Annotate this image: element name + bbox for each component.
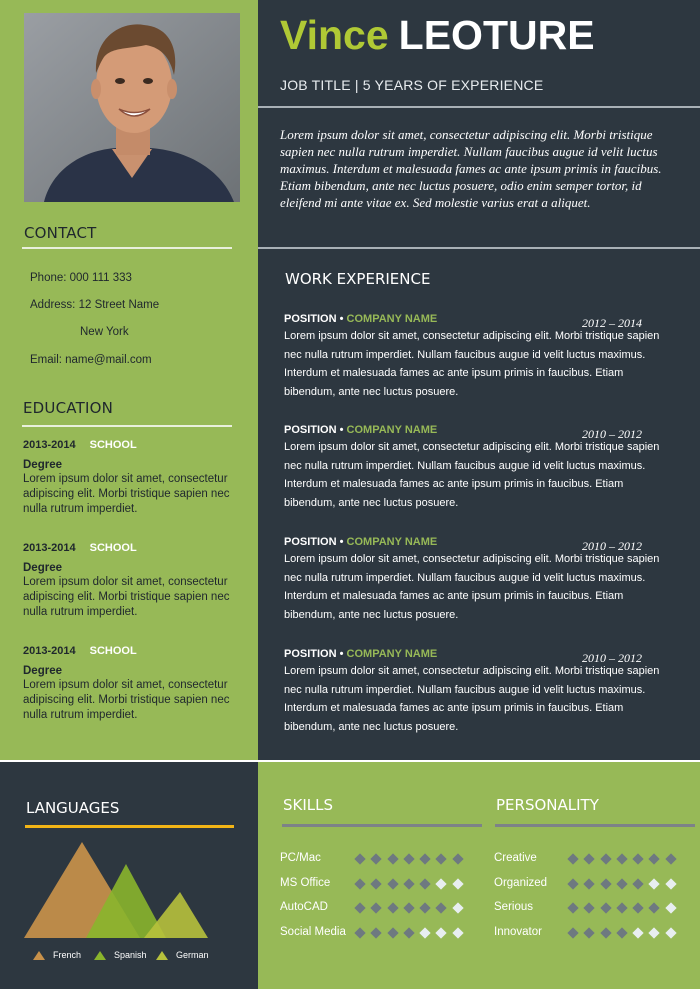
rating-diamond-icon <box>436 878 447 889</box>
contact-city: New York <box>80 326 129 338</box>
legend-label: Spanish <box>114 950 147 960</box>
rating-diamond-icon <box>665 902 676 913</box>
contact-email[interactable]: Email: name@mail.com <box>30 354 152 366</box>
rating-diamond-icon <box>600 902 611 913</box>
legend-french <box>33 950 81 960</box>
education-school: SCHOOL <box>89 542 137 554</box>
education-description: Lorem ipsum dolor sit amet, consectetur adipiscing elit. Morbi tristique sapien nec nulla rutrum imperdiet. <box>23 679 230 721</box>
last-name: LEOTURE <box>398 12 595 58</box>
rating-diamond-icon <box>420 927 431 938</box>
profile-photo <box>24 13 240 202</box>
contact-phone: Phone: 000 111 333 <box>30 272 132 284</box>
work-entry <box>284 424 664 512</box>
rating-diamond-icon <box>354 878 365 889</box>
skills-panel <box>258 760 700 989</box>
triangle-icon <box>156 951 168 960</box>
rating-diamond-icon <box>649 878 660 889</box>
bullet: • <box>339 313 344 325</box>
rating-diamond-icon <box>420 902 431 913</box>
skills-label: AutoCAD <box>280 901 328 913</box>
rating-diamond-icon <box>371 878 382 889</box>
rating-diamond-icon <box>354 927 365 938</box>
rating-diamond-icon <box>420 878 431 889</box>
personality-rating <box>569 904 683 912</box>
intro-divider <box>258 247 700 249</box>
skills-label: MS Office <box>280 876 331 889</box>
education-degree: Degree <box>23 459 62 471</box>
education-school: SCHOOL <box>89 645 137 657</box>
languages-title: LANGUAGES <box>26 799 120 817</box>
education-years: 2013-2014 <box>23 645 76 657</box>
job-description: Lorem ipsum dolor sit amet, consectetur adipiscing elit. Morbi tristique sapien nec nulla rutrum imperdiet. Nullam faucibus augue id velit luctus maximus. Interdum et malesuada fames ac ante ipsum primis in faucibus. Etiam bibendum, ante nec luctus posuere. <box>284 553 660 621</box>
rating-diamond-icon <box>616 878 627 889</box>
job-dates: 2010 – 2012 <box>582 651 642 665</box>
rating-diamond-icon <box>584 853 595 864</box>
rating-diamond-icon <box>436 853 447 864</box>
education-degree: Degree <box>23 665 62 677</box>
work-entry <box>284 648 664 736</box>
job-position: POSITION <box>284 313 337 325</box>
job-dates: 2010 – 2012 <box>582 427 642 441</box>
rating-diamond-icon <box>354 853 365 864</box>
job-dates: 2012 – 2014 <box>582 316 642 330</box>
personality-rating <box>569 855 683 863</box>
personality-divider <box>495 824 695 827</box>
rating-diamond-icon <box>371 902 382 913</box>
rating-diamond-icon <box>665 853 676 864</box>
rating-diamond-icon <box>600 853 611 864</box>
languages-chart <box>20 838 220 944</box>
rating-diamond-icon <box>649 902 660 913</box>
legend-spanish <box>94 950 147 960</box>
rating-diamond-icon <box>387 853 398 864</box>
education-degree: Degree <box>23 562 62 574</box>
personality-label: Organized <box>494 876 548 889</box>
bullet: • <box>339 648 344 660</box>
bullet: • <box>339 536 344 548</box>
rating-diamond-icon <box>403 853 414 864</box>
rating-diamond-icon <box>649 927 660 938</box>
rating-diamond-icon <box>403 878 414 889</box>
rating-diamond-icon <box>452 853 463 864</box>
skills-rating <box>356 880 470 888</box>
work-entry <box>284 313 664 401</box>
rating-diamond-icon <box>371 853 382 864</box>
rating-diamond-icon <box>584 878 595 889</box>
personality-label: Innovator <box>494 925 542 938</box>
german-triangle <box>144 892 208 938</box>
education-entry <box>23 439 248 517</box>
job-dates: 2010 – 2012 <box>582 539 642 553</box>
job-description: Lorem ipsum dolor sit amet, consectetur adipiscing elit. Morbi tristique sapien nec nulla rutrum imperdiet. Nullam faucibus augue id velit luctus maximus. Interdum et malesuada fames ac ante ipsum primis in faucibus. Etiam bibendum, ante nec luctus posuere. <box>284 330 660 398</box>
rating-diamond-icon <box>436 902 447 913</box>
rating-diamond-icon <box>584 927 595 938</box>
rating-diamond-icon <box>616 927 627 938</box>
personality-title: PERSONALITY <box>496 796 599 814</box>
skills-label: Social Media <box>280 925 346 938</box>
rating-diamond-icon <box>567 902 578 913</box>
rating-diamond-icon <box>633 878 644 889</box>
legend-label: German <box>176 950 209 960</box>
education-description: Lorem ipsum dolor sit amet, consectetur adipiscing elit. Morbi tristique sapien nec nulla rutrum imperdiet. <box>23 576 230 618</box>
job-position: POSITION <box>284 536 337 548</box>
languages-divider <box>25 825 234 828</box>
skills-rating <box>356 855 470 863</box>
triangle-icon <box>33 951 45 960</box>
rating-diamond-icon <box>616 853 627 864</box>
personality-label: Creative <box>494 852 537 864</box>
rating-diamond-icon <box>633 927 644 938</box>
personality-label: Serious <box>494 901 533 913</box>
rating-diamond-icon <box>633 853 644 864</box>
work-entry <box>284 536 664 624</box>
skills-title: SKILLS <box>283 796 334 814</box>
company-name: COMPANY NAME <box>346 536 438 548</box>
rating-diamond-icon <box>665 878 676 889</box>
skills-label: PC/Mac <box>280 852 321 864</box>
rating-diamond-icon <box>649 853 660 864</box>
education-title: EDUCATION <box>23 399 113 417</box>
rating-diamond-icon <box>665 927 676 938</box>
job-description: Lorem ipsum dolor sit amet, consectetur adipiscing elit. Morbi tristique sapien nec nulla rutrum imperdiet. Nullam faucibus augue id velit luctus maximus. Interdum et malesuada fames ac ante ipsum primis in faucibus. Etiam bibendum, ante nec luctus posuere. <box>284 441 660 509</box>
skills-divider <box>282 824 482 827</box>
rating-diamond-icon <box>633 902 644 913</box>
education-divider <box>22 425 232 427</box>
rating-diamond-icon <box>567 853 578 864</box>
bullet: • <box>339 424 344 436</box>
rating-diamond-icon <box>452 927 463 938</box>
rating-diamond-icon <box>452 902 463 913</box>
rating-diamond-icon <box>600 927 611 938</box>
rating-diamond-icon <box>616 902 627 913</box>
portrait-image <box>24 13 240 202</box>
rating-diamond-icon <box>387 927 398 938</box>
rating-diamond-icon <box>567 878 578 889</box>
rating-diamond-icon <box>371 927 382 938</box>
education-description: Lorem ipsum dolor sit amet, consectetur adipiscing elit. Morbi tristique sapien nec nulla rutrum imperdiet. <box>23 473 230 515</box>
triangle-icon <box>94 951 106 960</box>
job-description: Lorem ipsum dolor sit amet, consectetur adipiscing elit. Morbi tristique sapien nec nulla rutrum imperdiet. Nullam faucibus augue id velit luctus maximus. Interdum et malesuada fames ac ante ipsum primis in faucibus. Etiam bibendum, ante nec luctus posuere. <box>284 665 660 733</box>
education-years: 2013-2014 <box>23 439 76 451</box>
personality-rating <box>569 929 683 937</box>
rating-diamond-icon <box>403 927 414 938</box>
intro-text: Lorem ipsum dolor sit amet, consectetur adipiscing elit. Morbi tristique sapien nec nulla rutrum imperdiet. Nullam faucibus augue id velit luctus maximus. Interdum et malesuada fames ac ante ipsum primis in faucibus. Etiam bibendum, ante nec luctus posuere, odio enim semper tortor, id eleifend mi ante vitae ex. Sed molestie varius erat a aliquet. <box>280 127 662 210</box>
education-school: SCHOOL <box>89 439 137 451</box>
rating-diamond-icon <box>387 878 398 889</box>
company-name: COMPANY NAME <box>346 648 438 660</box>
rating-diamond-icon <box>452 878 463 889</box>
first-name: Vince <box>280 12 389 58</box>
candidate-name <box>280 12 595 59</box>
contact-title: CONTACT <box>24 224 97 242</box>
job-title: JOB TITLE | 5 YEARS OF EXPERIENCE <box>280 77 544 93</box>
contact-address: Address: 12 Street Name <box>30 299 160 311</box>
rating-diamond-icon <box>420 853 431 864</box>
company-name: COMPANY NAME <box>346 313 438 325</box>
job-position: POSITION <box>284 648 337 660</box>
skills-rating <box>356 929 470 937</box>
rating-diamond-icon <box>354 902 365 913</box>
education-years: 2013-2014 <box>23 542 76 554</box>
education-entry <box>23 542 248 620</box>
rating-diamond-icon <box>387 902 398 913</box>
rating-diamond-icon <box>436 927 447 938</box>
contact-divider <box>22 247 232 249</box>
rating-diamond-icon <box>584 902 595 913</box>
job-position: POSITION <box>284 424 337 436</box>
legend-german <box>156 950 209 960</box>
legend-label: French <box>53 950 82 960</box>
personality-rating <box>569 880 683 888</box>
education-entry <box>23 645 248 723</box>
company-name: COMPANY NAME <box>346 424 438 436</box>
work-experience-title: WORK EXPERIENCE <box>285 270 431 288</box>
rating-diamond-icon <box>600 878 611 889</box>
rating-diamond-icon <box>567 927 578 938</box>
rating-diamond-icon <box>403 902 414 913</box>
header-divider <box>258 106 700 108</box>
skills-rating <box>356 904 470 912</box>
